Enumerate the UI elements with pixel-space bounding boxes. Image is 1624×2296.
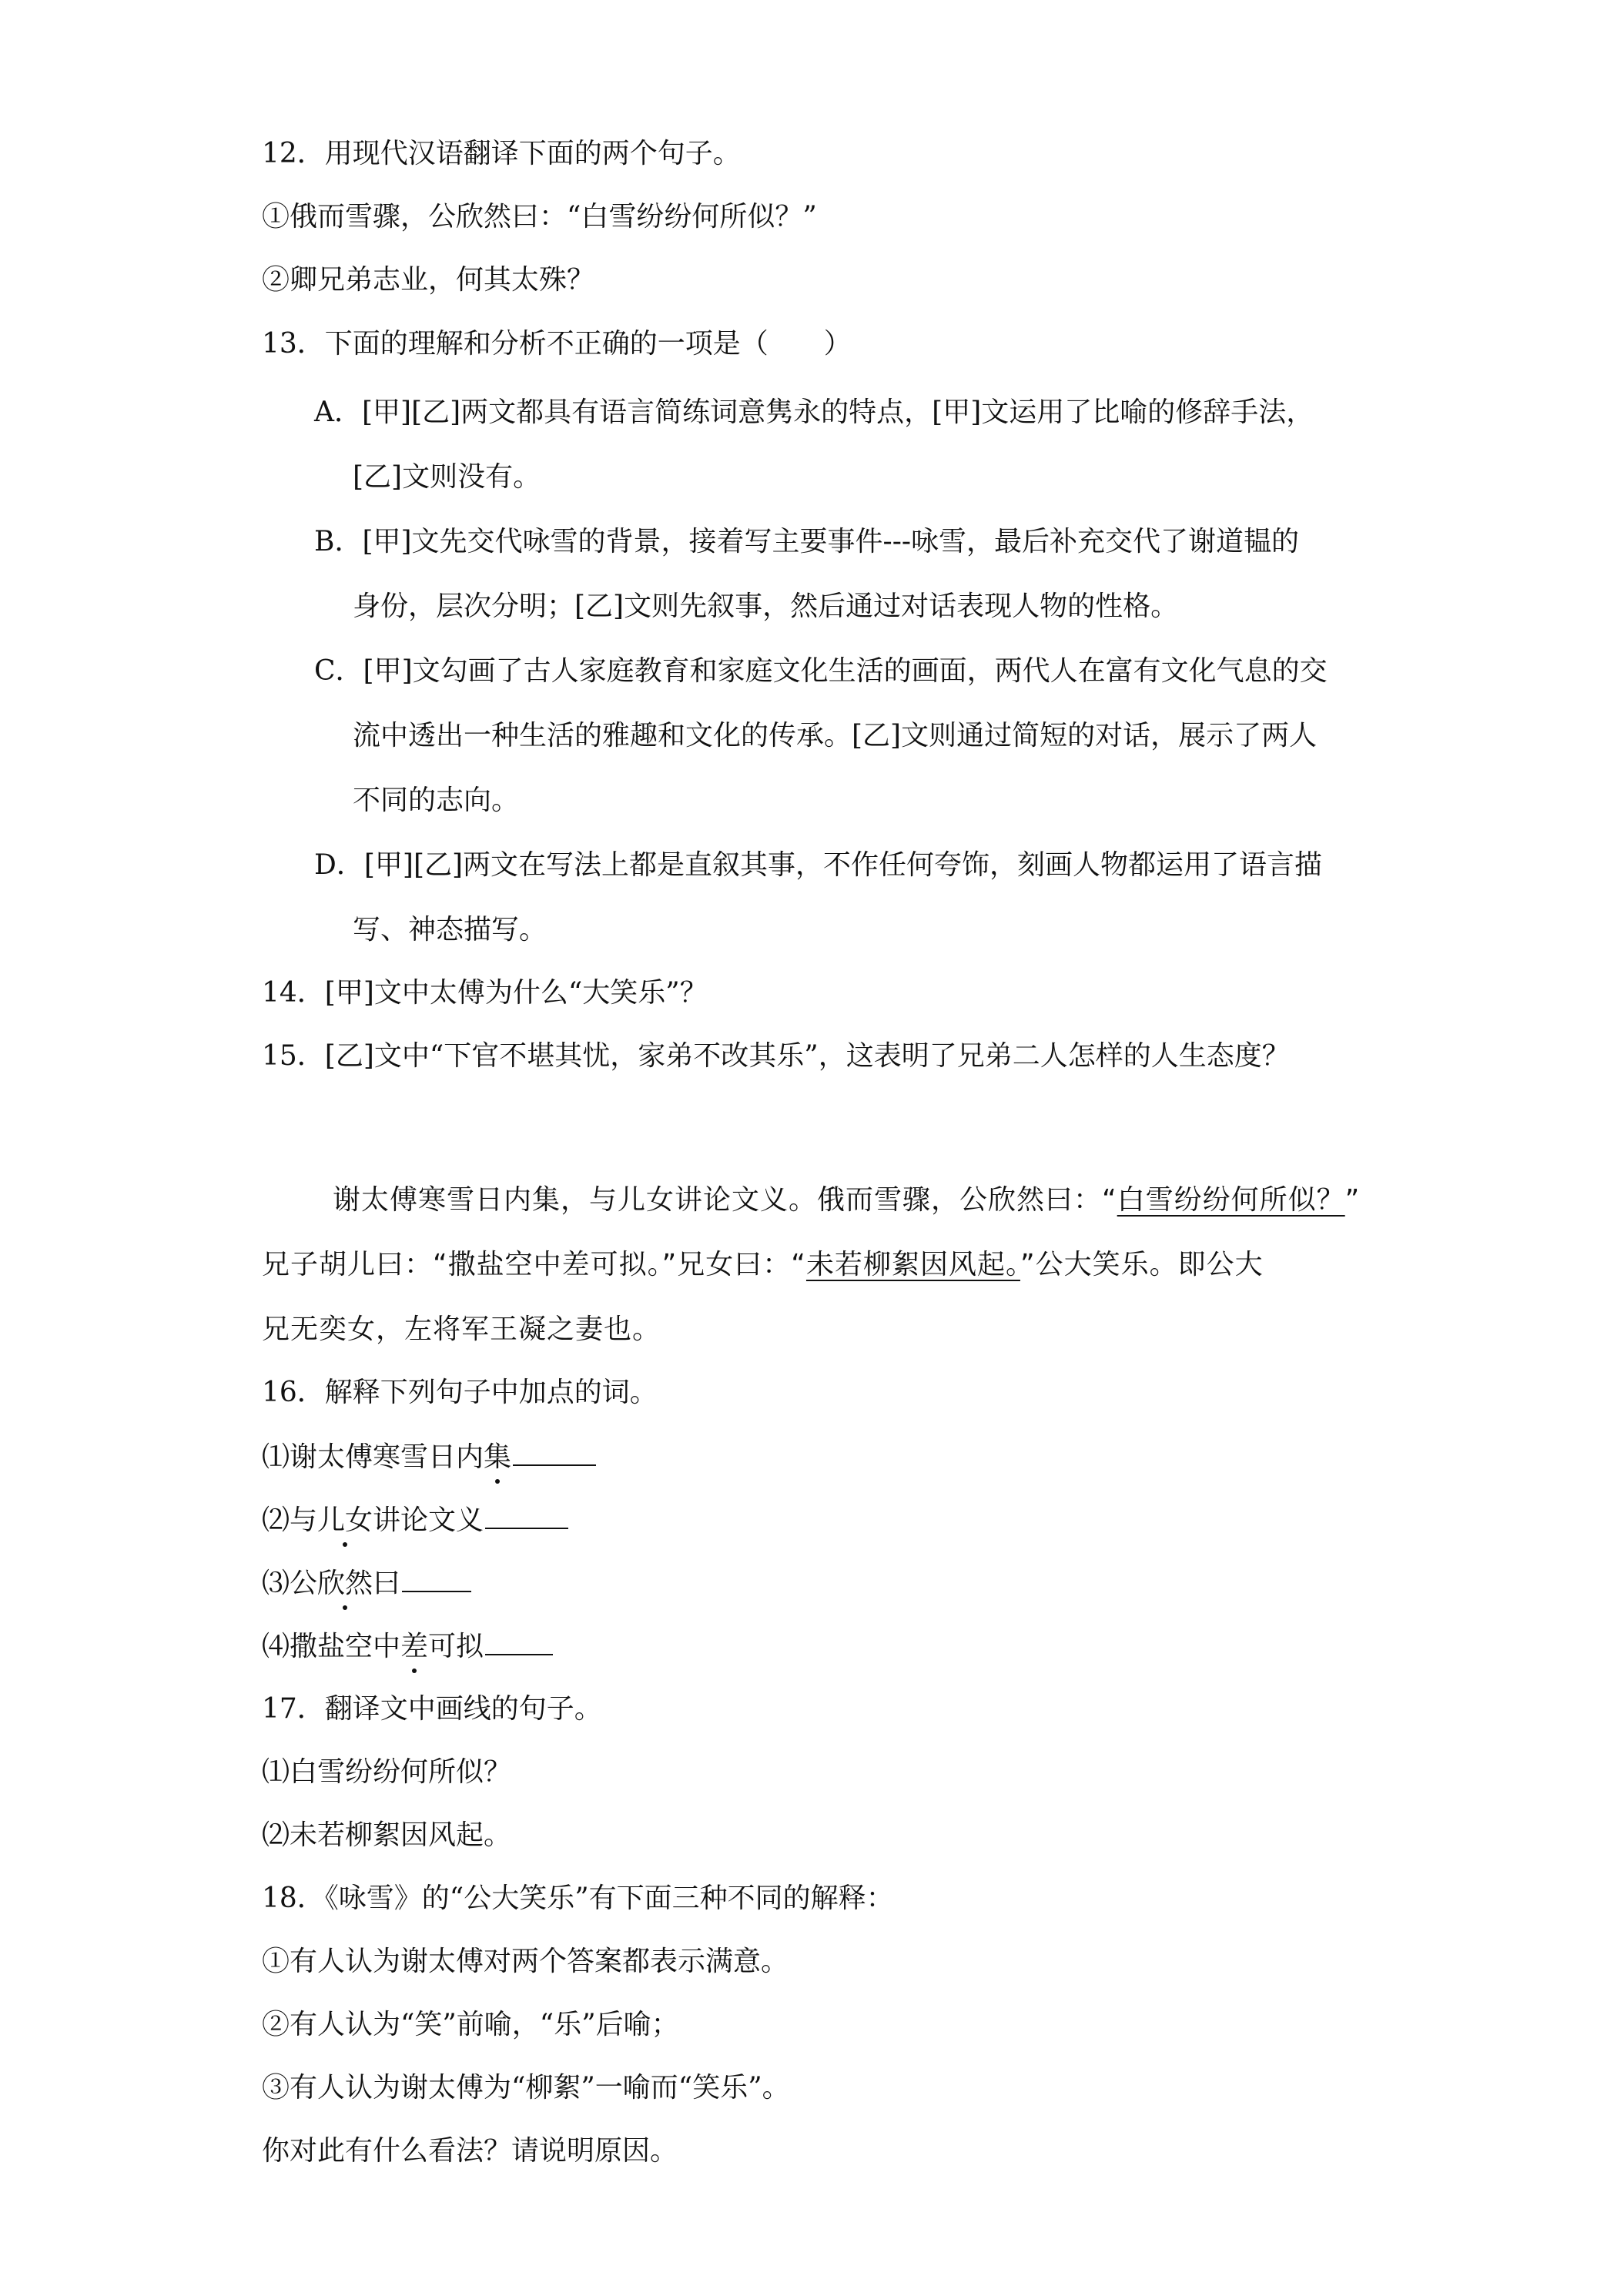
q12-sentence-2: ②卿兄弟志业，何其太殊？ xyxy=(262,264,595,296)
answer-blank[interactable] xyxy=(402,1565,471,1592)
passage-line-1 xyxy=(333,1182,1360,1219)
q17-sentence-1: ⑴白雪纷纷何所似？ xyxy=(262,1756,512,1788)
q13-option-c-line3: 不同的志向。 xyxy=(353,785,520,816)
q13-option-b-line1: B．[甲]文先交代咏雪的背景，接着写主要事件---咏雪，最后补充交代了谢道韫的 xyxy=(314,526,1300,557)
q18-opinion-2: ②有人认为“笑”前喻，“乐”后喻； xyxy=(262,2009,679,2040)
underlined-sentence-2: 未若柳絮因风起。 xyxy=(805,1249,1020,1280)
passage-text: 兄子胡儿曰：“撒盐空中差可拟。”兄女曰：“ xyxy=(262,1249,806,1280)
q18-opinion-1: ①有人认为谢太傅对两个答案都表示满意。 xyxy=(262,1946,789,1977)
q12-sentence-1: ①俄而雪骤，公欣然曰：“白雪纷纷何所似？” xyxy=(262,201,817,233)
passage-line-3: 兄无奕女，左将军王凝之妻也。 xyxy=(262,1314,661,1345)
item-text: ⑷撒盐空中 xyxy=(262,1631,401,1662)
q16-item-2 xyxy=(262,1501,568,1539)
item-text: ⑴谢太傅寒雪日内 xyxy=(262,1441,484,1473)
item-text: ⑶公 xyxy=(262,1568,318,1599)
dotted-word: 儿女 xyxy=(317,1502,373,1539)
dotted-word: 欣然 xyxy=(317,1565,373,1602)
q16-item-4 xyxy=(262,1628,553,1665)
answer-blank[interactable] xyxy=(513,1438,596,1466)
q16-item-3 xyxy=(262,1565,471,1602)
q15-question: 15．[乙]文中“下官不堪其忧，家弟不改其乐”，这表明了兄弟二人怎样的人生态度？ xyxy=(262,1040,1290,1072)
q13-option-d-line1: D．[甲][乙]两文在写法上都是直叙其事，不作任何夸饰，刻画人物都运用了语言描 xyxy=(314,849,1323,881)
passage-line-2 xyxy=(262,1247,1264,1284)
q13-option-b-line2: 身份，层次分明；[乙]文则先叙事，然后通过对话表现人物的性格。 xyxy=(353,591,1179,622)
answer-blank[interactable] xyxy=(485,1501,568,1529)
q17-sentence-2: ⑵未若柳絮因风起。 xyxy=(262,1819,512,1851)
q13-option-c-line1: C．[甲]文勾画了古人家庭教育和家庭文化生活的画面，两代人在富有文化气息的交 xyxy=(314,655,1328,687)
q18-title: 18．《咏雪》的“公大笑乐”有下面三种不同的解释： xyxy=(262,1883,894,1914)
passage-text: ”公大笑乐。即公大 xyxy=(1020,1249,1264,1280)
passage-text: ” xyxy=(1344,1184,1361,1216)
item-text: 可拟 xyxy=(428,1631,484,1662)
q13-title: 13．下面的理解和分析不正确的一项是（ ） xyxy=(262,328,852,360)
item-text: 讲论文义 xyxy=(373,1504,484,1536)
answer-blank[interactable] xyxy=(485,1628,553,1655)
underlined-sentence-1: 白雪纷纷何所似？ xyxy=(1117,1184,1345,1216)
item-text: 曰 xyxy=(373,1568,401,1599)
dotted-word: 差 xyxy=(400,1628,428,1665)
q13-option-a-line2: [乙]文则没有。 xyxy=(353,461,541,493)
q18-opinion-3: ③有人认为谢太傅为“柳絮”一喻而“笑乐”。 xyxy=(262,2072,790,2104)
passage-text: 谢太傅寒雪日内集，与儿女讲论文义。俄而雪骤，公欣然曰：“ xyxy=(333,1184,1117,1216)
q13-option-c-line2: 流中透出一种生活的雅趣和文化的传承。[乙]文则通过简短的对话，展示了两人 xyxy=(353,720,1318,751)
q16-item-1 xyxy=(262,1438,596,1476)
q13-option-a-line1: A．[甲][乙]两文都具有语言简练词意隽永的特点，[甲]文运用了比喻的修辞手法， xyxy=(314,397,1314,428)
q17-title: 17．翻译文中画线的句子。 xyxy=(262,1693,602,1725)
q16-title: 16．解释下列句子中加点的词。 xyxy=(262,1377,658,1408)
q13-option-d-line2: 写、神态描写。 xyxy=(353,914,547,946)
q12-title: 12．用现代汉语翻译下面的两个句子。 xyxy=(262,138,741,169)
q14-question: 14．[甲]文中太傅为什么“大笑乐”？ xyxy=(262,977,708,1009)
item-text: ⑵与 xyxy=(262,1504,318,1536)
dotted-word: 集 xyxy=(484,1439,511,1476)
q18-prompt: 你对此有什么看法？请说明原因。 xyxy=(262,2135,678,2167)
